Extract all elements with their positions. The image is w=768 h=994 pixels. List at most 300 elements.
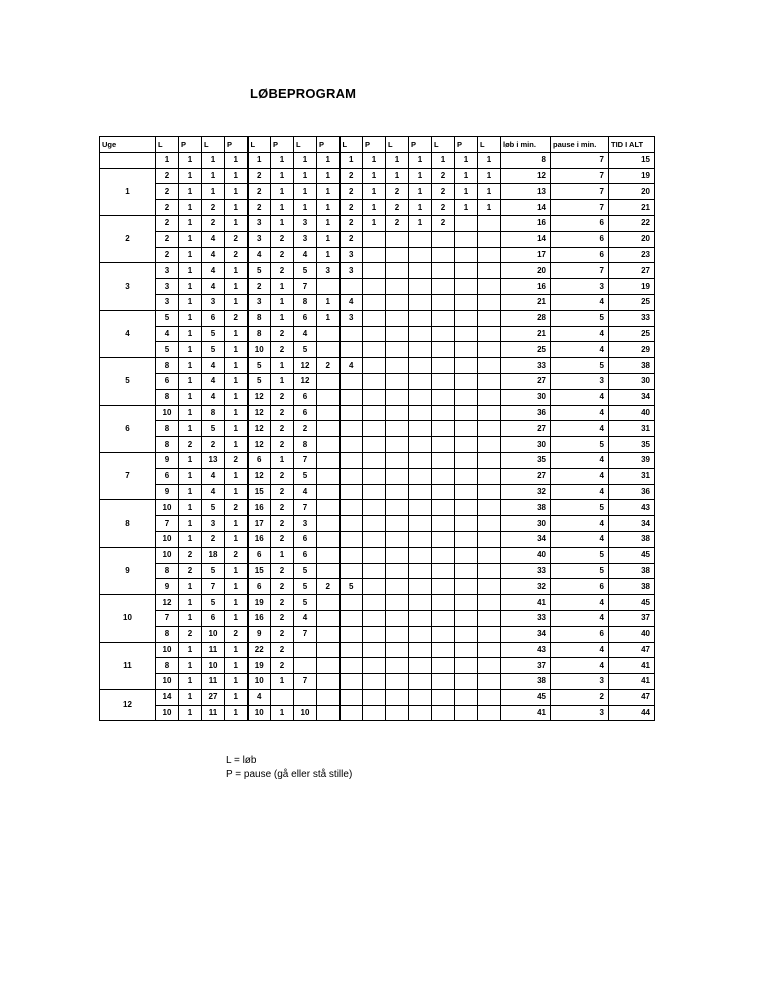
interval-cell: 1	[225, 294, 248, 310]
interval-cell	[340, 437, 363, 453]
interval-cell: 1	[271, 152, 294, 168]
interval-cell	[317, 689, 340, 705]
interval-cell	[363, 689, 386, 705]
interval-cell: 1	[179, 689, 202, 705]
pause-minutes-cell: 6	[551, 247, 609, 263]
table-row	[100, 263, 655, 279]
interval-cell	[409, 531, 432, 547]
table-row	[100, 437, 655, 453]
interval-cell	[455, 595, 478, 611]
interval-cell: 1	[317, 247, 340, 263]
interval-cell: 8	[294, 437, 317, 453]
total-time-cell: 31	[609, 421, 655, 437]
interval-cell: 1	[156, 152, 179, 168]
pause-minutes-cell: 4	[551, 595, 609, 611]
total-time-cell: 45	[609, 547, 655, 563]
interval-cell	[455, 452, 478, 468]
interval-cell	[317, 484, 340, 500]
interval-cell: 2	[432, 200, 455, 216]
week-label: 9	[100, 547, 156, 594]
run-minutes-cell: 35	[501, 452, 551, 468]
interval-cell: 2	[271, 658, 294, 674]
interval-cell	[294, 689, 317, 705]
interval-cell: 16	[248, 500, 271, 516]
run-minutes-cell: 12	[501, 168, 551, 184]
total-time-cell: 27	[609, 263, 655, 279]
pause-minutes-cell: 5	[551, 547, 609, 563]
week-label: 12	[100, 689, 156, 721]
interval-cell: 6	[248, 452, 271, 468]
interval-cell	[478, 326, 501, 342]
interval-cell: 7	[294, 452, 317, 468]
interval-cell	[432, 263, 455, 279]
interval-cell: 2	[317, 579, 340, 595]
table-row	[100, 500, 655, 516]
interval-cell: 2	[225, 547, 248, 563]
interval-cell: 8	[248, 326, 271, 342]
interval-cell: 6	[294, 531, 317, 547]
week-label: 2	[100, 215, 156, 262]
interval-cell: 2	[202, 531, 225, 547]
interval-cell: 4	[202, 231, 225, 247]
page-title: LØBEPROGRAM	[250, 86, 357, 101]
interval-cell: 17	[248, 516, 271, 532]
interval-cell: 1	[271, 200, 294, 216]
interval-cell: 2	[156, 231, 179, 247]
interval-cell: 1	[225, 674, 248, 690]
table-row	[100, 563, 655, 579]
interval-cell	[340, 468, 363, 484]
run-minutes-cell: 36	[501, 405, 551, 421]
interval-cell: 1	[248, 152, 271, 168]
interval-cell: 8	[156, 658, 179, 674]
interval-cell	[317, 531, 340, 547]
interval-cell	[432, 579, 455, 595]
interval-cell	[455, 500, 478, 516]
interval-cell: 1	[179, 358, 202, 374]
interval-cell: 1	[363, 215, 386, 231]
interval-cell	[455, 705, 478, 721]
interval-cell: 2	[432, 215, 455, 231]
interval-cell	[317, 500, 340, 516]
run-minutes-cell: 34	[501, 531, 551, 547]
table-row	[100, 373, 655, 389]
total-time-cell: 25	[609, 294, 655, 310]
interval-cell	[455, 389, 478, 405]
interval-cell	[455, 342, 478, 358]
interval-cell	[478, 421, 501, 437]
interval-cell: 1	[225, 516, 248, 532]
interval-cell: 4	[294, 247, 317, 263]
table-row	[100, 358, 655, 374]
column-header: løb i min.	[501, 137, 551, 153]
interval-cell: 4	[156, 326, 179, 342]
interval-cell	[455, 468, 478, 484]
table-row	[100, 626, 655, 642]
pause-minutes-cell: 7	[551, 168, 609, 184]
interval-cell: 5	[294, 579, 317, 595]
interval-cell: 5	[248, 263, 271, 279]
interval-cell: 12	[248, 405, 271, 421]
interval-cell: 2	[340, 184, 363, 200]
interval-cell	[386, 705, 409, 721]
interval-cell: 2	[271, 263, 294, 279]
interval-cell	[455, 531, 478, 547]
interval-cell	[271, 689, 294, 705]
interval-cell	[409, 421, 432, 437]
interval-cell	[432, 689, 455, 705]
interval-cell: 2	[202, 200, 225, 216]
interval-cell	[317, 642, 340, 658]
interval-cell	[386, 563, 409, 579]
column-header: TID I ALT	[609, 137, 655, 153]
interval-cell	[432, 674, 455, 690]
table-row	[100, 247, 655, 263]
interval-cell: 1	[271, 373, 294, 389]
interval-cell	[432, 231, 455, 247]
table-row	[100, 152, 655, 168]
interval-cell	[432, 389, 455, 405]
interval-cell	[455, 294, 478, 310]
interval-cell: 5	[202, 342, 225, 358]
column-header: P	[363, 137, 386, 153]
interval-cell	[317, 468, 340, 484]
interval-cell	[432, 310, 455, 326]
interval-cell	[340, 547, 363, 563]
interval-cell	[455, 263, 478, 279]
run-minutes-cell: 30	[501, 437, 551, 453]
column-header: L	[386, 137, 409, 153]
interval-cell	[317, 421, 340, 437]
interval-cell	[317, 626, 340, 642]
interval-cell: 4	[294, 484, 317, 500]
interval-cell	[478, 642, 501, 658]
interval-cell: 1	[179, 452, 202, 468]
interval-cell: 1	[363, 152, 386, 168]
interval-cell	[432, 610, 455, 626]
interval-cell: 8	[156, 389, 179, 405]
column-header: L	[432, 137, 455, 153]
interval-cell	[478, 626, 501, 642]
column-header: L	[478, 137, 501, 153]
total-time-cell: 30	[609, 373, 655, 389]
run-minutes-cell: 33	[501, 358, 551, 374]
table-row	[100, 279, 655, 295]
interval-cell: 1	[386, 152, 409, 168]
interval-cell: 6	[248, 579, 271, 595]
interval-cell: 2	[156, 184, 179, 200]
interval-cell	[455, 279, 478, 295]
interval-cell	[363, 310, 386, 326]
week-label: 5	[100, 358, 156, 405]
interval-cell: 2	[340, 231, 363, 247]
interval-cell: 5	[202, 563, 225, 579]
week-label: 4	[100, 310, 156, 357]
interval-cell	[478, 674, 501, 690]
interval-cell: 1	[179, 484, 202, 500]
pause-minutes-cell: 4	[551, 452, 609, 468]
interval-cell: 2	[179, 547, 202, 563]
interval-cell	[386, 500, 409, 516]
interval-cell	[409, 358, 432, 374]
interval-cell: 1	[179, 231, 202, 247]
interval-cell: 2	[271, 563, 294, 579]
interval-cell	[478, 610, 501, 626]
interval-cell	[455, 689, 478, 705]
interval-cell	[432, 500, 455, 516]
interval-cell	[317, 326, 340, 342]
total-time-cell: 43	[609, 500, 655, 516]
interval-cell: 15	[248, 563, 271, 579]
interval-cell: 2	[386, 184, 409, 200]
total-time-cell: 21	[609, 200, 655, 216]
interval-cell	[432, 358, 455, 374]
run-minutes-cell: 8	[501, 152, 551, 168]
total-time-cell: 20	[609, 184, 655, 200]
column-header: P	[179, 137, 202, 153]
interval-cell	[409, 263, 432, 279]
interval-cell: 1	[271, 294, 294, 310]
interval-cell: 1	[455, 184, 478, 200]
interval-cell: 2	[225, 452, 248, 468]
interval-cell: 1	[271, 310, 294, 326]
interval-cell: 1	[478, 184, 501, 200]
interval-cell	[432, 595, 455, 611]
interval-cell	[363, 358, 386, 374]
table-row	[100, 405, 655, 421]
interval-cell: 1	[317, 152, 340, 168]
interval-cell: 1	[179, 326, 202, 342]
interval-cell: 7	[156, 610, 179, 626]
interval-cell: 5	[202, 326, 225, 342]
interval-cell: 1	[294, 168, 317, 184]
interval-cell: 12	[156, 595, 179, 611]
interval-cell: 3	[202, 516, 225, 532]
interval-cell: 11	[202, 642, 225, 658]
interval-cell	[317, 405, 340, 421]
pause-minutes-cell: 4	[551, 342, 609, 358]
interval-cell	[432, 658, 455, 674]
total-time-cell: 39	[609, 452, 655, 468]
total-time-cell: 38	[609, 531, 655, 547]
total-time-cell: 44	[609, 705, 655, 721]
interval-cell	[340, 484, 363, 500]
interval-cell: 6	[294, 310, 317, 326]
pause-minutes-cell: 5	[551, 358, 609, 374]
interval-cell: 8	[156, 421, 179, 437]
interval-cell	[455, 610, 478, 626]
run-minutes-cell: 14	[501, 231, 551, 247]
interval-cell: 1	[179, 310, 202, 326]
interval-cell: 10	[156, 674, 179, 690]
interval-cell: 2	[225, 247, 248, 263]
interval-cell: 1	[225, 279, 248, 295]
interval-cell: 1	[179, 294, 202, 310]
interval-cell	[386, 342, 409, 358]
interval-cell	[386, 484, 409, 500]
table-row	[100, 389, 655, 405]
interval-cell: 1	[455, 152, 478, 168]
interval-cell: 1	[271, 279, 294, 295]
interval-cell: 2	[271, 595, 294, 611]
pause-minutes-cell: 6	[551, 231, 609, 247]
interval-cell	[432, 626, 455, 642]
pause-minutes-cell: 7	[551, 184, 609, 200]
interval-cell: 2	[271, 326, 294, 342]
total-time-cell: 40	[609, 405, 655, 421]
interval-cell: 1	[202, 184, 225, 200]
interval-cell: 5	[156, 342, 179, 358]
total-time-cell: 34	[609, 516, 655, 532]
interval-cell: 10	[202, 658, 225, 674]
interval-cell: 2	[225, 231, 248, 247]
pause-minutes-cell: 4	[551, 531, 609, 547]
table-row	[100, 610, 655, 626]
table-row	[100, 658, 655, 674]
interval-cell	[478, 705, 501, 721]
pause-minutes-cell: 2	[551, 689, 609, 705]
interval-cell	[478, 563, 501, 579]
interval-cell	[432, 279, 455, 295]
interval-cell: 3	[248, 231, 271, 247]
interval-cell	[363, 263, 386, 279]
interval-cell	[432, 437, 455, 453]
interval-cell	[478, 689, 501, 705]
interval-cell: 4	[202, 263, 225, 279]
interval-cell: 1	[179, 247, 202, 263]
interval-cell	[478, 389, 501, 405]
interval-cell	[363, 421, 386, 437]
interval-cell: 1	[179, 279, 202, 295]
interval-cell: 1	[432, 152, 455, 168]
interval-cell: 1	[225, 595, 248, 611]
week-label: 7	[100, 452, 156, 499]
pause-minutes-cell: 4	[551, 405, 609, 421]
interval-cell: 1	[225, 484, 248, 500]
interval-cell	[340, 389, 363, 405]
table-row	[100, 484, 655, 500]
interval-cell	[478, 310, 501, 326]
interval-cell: 1	[455, 200, 478, 216]
interval-cell: 6	[202, 610, 225, 626]
pause-minutes-cell: 5	[551, 310, 609, 326]
interval-cell: 8	[156, 358, 179, 374]
interval-cell	[386, 610, 409, 626]
interval-cell	[455, 563, 478, 579]
interval-cell: 1	[179, 373, 202, 389]
interval-cell	[409, 658, 432, 674]
interval-cell: 3	[294, 215, 317, 231]
run-minutes-cell: 21	[501, 326, 551, 342]
interval-cell	[340, 516, 363, 532]
interval-cell: 5	[248, 373, 271, 389]
pause-minutes-cell: 4	[551, 389, 609, 405]
interval-cell	[409, 310, 432, 326]
interval-cell	[478, 500, 501, 516]
interval-cell	[455, 405, 478, 421]
interval-cell: 1	[179, 595, 202, 611]
interval-cell	[317, 658, 340, 674]
run-minutes-cell: 41	[501, 595, 551, 611]
interval-cell: 2	[271, 405, 294, 421]
interval-cell: 1	[225, 326, 248, 342]
interval-cell	[432, 405, 455, 421]
interval-cell: 7	[294, 500, 317, 516]
interval-cell	[340, 595, 363, 611]
interval-cell	[340, 326, 363, 342]
table-row	[100, 674, 655, 690]
interval-cell: 1	[225, 342, 248, 358]
pause-minutes-cell: 7	[551, 263, 609, 279]
pause-minutes-cell: 7	[551, 200, 609, 216]
interval-cell	[386, 326, 409, 342]
interval-cell: 10	[156, 405, 179, 421]
interval-cell: 1	[225, 705, 248, 721]
interval-cell: 1	[179, 468, 202, 484]
table-row	[100, 168, 655, 184]
interval-cell: 7	[294, 674, 317, 690]
week-label: 8	[100, 500, 156, 547]
interval-cell	[455, 215, 478, 231]
total-time-cell: 35	[609, 437, 655, 453]
total-time-cell: 34	[609, 389, 655, 405]
table-row	[100, 452, 655, 468]
interval-cell	[363, 579, 386, 595]
interval-cell: 5	[156, 310, 179, 326]
interval-cell	[363, 484, 386, 500]
interval-cell: 7	[156, 516, 179, 532]
interval-cell: 2	[179, 563, 202, 579]
interval-cell: 2	[340, 168, 363, 184]
interval-cell	[340, 452, 363, 468]
total-time-cell: 19	[609, 279, 655, 295]
interval-cell	[409, 516, 432, 532]
run-minutes-cell: 27	[501, 373, 551, 389]
interval-cell: 5	[294, 263, 317, 279]
pause-minutes-cell: 5	[551, 500, 609, 516]
interval-cell	[386, 468, 409, 484]
interval-cell: 6	[202, 310, 225, 326]
interval-cell: 5	[294, 595, 317, 611]
interval-cell	[386, 279, 409, 295]
interval-cell: 2	[248, 279, 271, 295]
run-minutes-cell: 30	[501, 389, 551, 405]
interval-cell: 1	[478, 152, 501, 168]
interval-cell	[432, 247, 455, 263]
interval-cell: 6	[156, 468, 179, 484]
interval-cell: 4	[248, 247, 271, 263]
interval-cell	[363, 610, 386, 626]
run-minutes-cell: 14	[501, 200, 551, 216]
interval-cell	[409, 642, 432, 658]
interval-cell	[432, 373, 455, 389]
interval-cell	[432, 342, 455, 358]
table-row	[100, 421, 655, 437]
interval-cell	[478, 579, 501, 595]
interval-cell: 1	[363, 168, 386, 184]
interval-cell: 2	[271, 642, 294, 658]
interval-cell: 2	[202, 437, 225, 453]
interval-cell	[432, 294, 455, 310]
interval-cell: 2	[225, 500, 248, 516]
interval-cell	[409, 389, 432, 405]
interval-cell: 1	[317, 294, 340, 310]
interval-cell: 1	[225, 200, 248, 216]
column-header: pause i min.	[551, 137, 609, 153]
interval-cell: 18	[202, 547, 225, 563]
interval-cell	[478, 468, 501, 484]
interval-cell: 1	[225, 689, 248, 705]
